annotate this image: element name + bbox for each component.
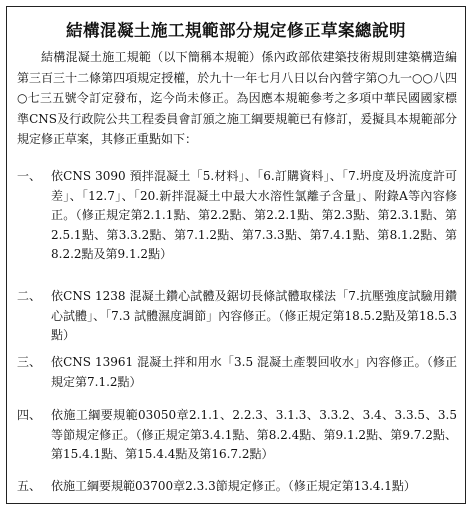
list-item [17, 353, 457, 392]
list-item [17, 167, 457, 265]
item-text: 依CNS 3090 預拌混凝土「5.材料」、「6.訂購資料」、「7.坍度及坍流度許可差」、「12.7」、「20.新拌混凝土中最大水溶性氯離子含量」、附錄A等內容修正。（修正規定第2.1.1點、第2.2點、第2.2.1點、第2.3點、第2.3.1點、第2.5.1點、第3.3.2點、第7.1.2點、第7.3.3點、第7.4.1點、第8.1.2點、第8.2.2點及第9.1.2點） [51, 169, 457, 262]
document-title: 結構混凝土施工規範部分規定修正草案總說明 [66, 21, 406, 40]
item-text: 依CNS 1238 混凝土鑽心試體及鋸切長條試體取樣法「7.抗壓強度試驗用鑽心試體」、「7.3 試體濕度調節」內容修正。（修正規定第18.5.2點及第18.5.3點） [51, 289, 457, 343]
item-text: 依CNS 13961 混凝土拌和用水「3.5 混凝土產製回收水」內容修正。（修正規定第7.1.2點） [51, 355, 457, 389]
item-number: 四、 [17, 408, 42, 422]
item-text: 依施工綱要規範03700章2.3.3節規定修正。（修正規定第13.4.1點） [51, 479, 416, 493]
item-number: 五、 [17, 479, 42, 493]
list-item [17, 287, 457, 346]
item-number: 一、 [17, 169, 42, 183]
item-text: 依施工綱要規範03050章2.1.1、2.2.3、3.1.3、3.3.2、3.4、3.3.5、3.5等節規定修正。（修正規定第3.4.1點、第8.2.4點、第9.1.2點、第9.7.2點、第15.4.1點、第15.4.4點及第16.7.2點） [51, 408, 457, 462]
document-page [6, 6, 466, 504]
list-item [17, 406, 457, 465]
item-number: 三、 [17, 355, 42, 369]
item-number: 二、 [17, 289, 42, 303]
intro-paragraph: 結構混凝土施工規範（以下簡稱本規範）係內政部依建築技術規則建築構造編第三百三十二條第四項規定授權，於九十一年七月八日以台內營字第○九一○○八四○七三五號令訂定發布，迄今尚未修正。為因應本規範參考之多項中華民國國家標準CNS及行政院公共工程委員會訂頒之施工綱要規範已有修訂，爰擬具本規範部分規定修正草案，其修正重點如下： [17, 50, 457, 146]
list-item [17, 477, 457, 497]
